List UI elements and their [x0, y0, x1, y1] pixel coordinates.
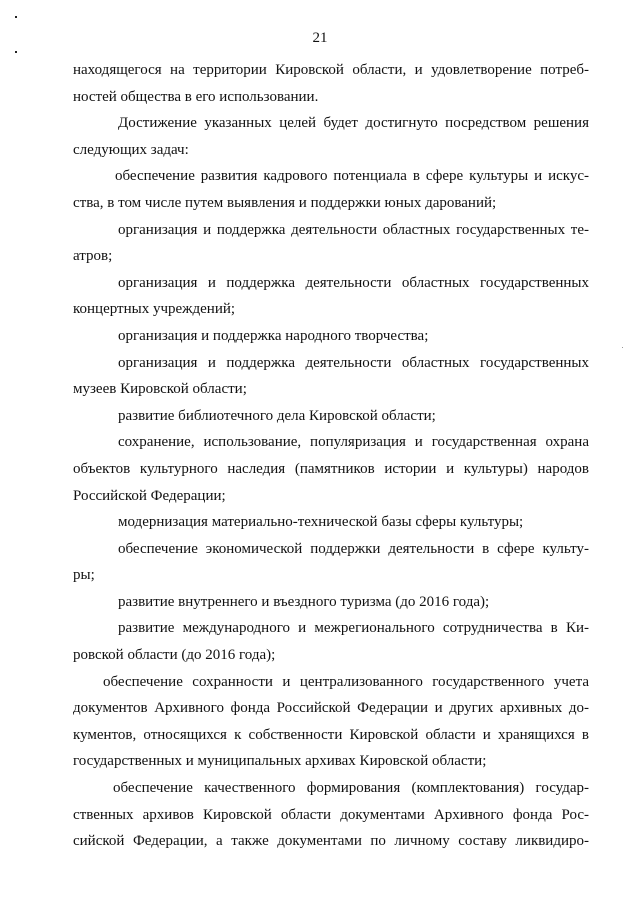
text-line: ностей общества в его использовании. — [73, 88, 319, 105]
body-text — [73, 57, 589, 855]
text-line: ровской области (до 2016 года); — [73, 647, 276, 664]
text-line: кументов, относящихся к собственности Кировской области и хранящихся в — [73, 726, 589, 743]
text-line: Российской Федерации; — [73, 487, 226, 504]
text-line: государственных и муниципальных архивах Кировской области; — [73, 753, 487, 770]
text-line: развитие внутреннего и въездного туризма (до 2016 года); — [118, 593, 490, 610]
text-line: следующих задач: — [73, 141, 189, 158]
text-line: объектов культурного наследия (памятников истории и культуры) народов — [73, 460, 589, 477]
text-line: Достижение указанных целей будет достигнуто посредством решения — [118, 115, 589, 132]
text-line: ственных архивов Кировской области документами Архивного фонда Рос- — [73, 806, 589, 823]
text-line: организация и поддержка деятельности областных государственных — [118, 354, 589, 371]
scan-speck — [15, 51, 17, 53]
scan-speck — [622, 347, 623, 348]
text-line: обеспечение сохранности и централизованного государственного учета — [103, 673, 589, 690]
text-line: концертных учреждений; — [73, 301, 236, 318]
text-line: атров; — [73, 248, 113, 265]
text-line: обеспечение экономической поддержки деятельности в сфере культу- — [118, 540, 589, 557]
text-line: развитие международного и межрегионального сотрудничества в Ки- — [118, 620, 589, 637]
text-line: ры; — [73, 567, 95, 584]
page-number: 21 — [312, 30, 328, 46]
text-line: организация и поддержка деятельности областных государственных те- — [118, 221, 589, 238]
text-line: развитие библиотечного дела Кировской области; — [118, 407, 436, 424]
text-line: обеспечение качественного формирования (комплектования) государ- — [113, 780, 589, 797]
text-line: организация и поддержка деятельности областных государственных — [118, 274, 589, 291]
text-line: сийской Федерации, а также документами по личному составу ликвидиро- — [73, 833, 589, 850]
text-line: обеспечение развития кадрового потенциала в сфере культуры и искус- — [115, 168, 589, 185]
scan-speck — [15, 16, 17, 18]
text-line: ства, в том числе путем выявления и поддержки юных дарований; — [73, 194, 497, 211]
text-line: музеев Кировской области; — [73, 381, 247, 398]
text-line: организация и поддержка народного творчества; — [118, 327, 429, 344]
text-line: модернизация материально-технической базы сферы культуры; — [118, 514, 524, 531]
text-line: находящегося на территории Кировской области, и удовлетворение потреб- — [73, 62, 589, 78]
text-line: сохранение, использование, популяризация и государственная охрана — [118, 434, 589, 451]
text-line: документов Архивного фонда Российской Федерации и других архивных до- — [73, 700, 589, 717]
